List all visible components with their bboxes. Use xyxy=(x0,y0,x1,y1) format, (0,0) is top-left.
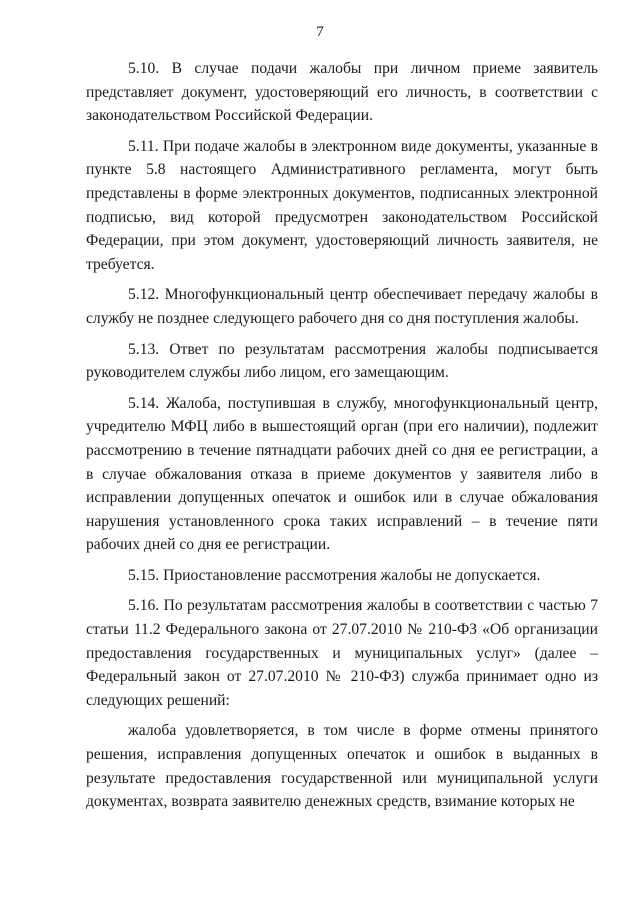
paragraph-5-10: 5.10. В случае подачи жалобы при личном приеме заявитель представляет документ, удостоверяющий его личность, в соответствии с законодательством Российской Федерации. xyxy=(86,60,598,125)
paragraph-decision-item: жалоба удовлетворяется, в том числе в форме отмены принятого решения, исправления допущенных опечаток и ошибок в выданных в результате предоставления государственной или муниципальной услуги документах, возврата заявителю денежных средств, взимание которых не xyxy=(86,722,598,811)
paragraph-5-11: 5.11. При подаче жалобы в электронном виде документы, указанные в пункте 5.8 настоящего Административного регламента, могут быть представлены в форме электронных документов, подписанных электронной подписью, вид которой предусмотрен законодательством Российской Федерации, при этом документ, удостоверяющий личность заявителя, не требуется. xyxy=(86,137,598,273)
page-number: 7 xyxy=(316,24,324,40)
paragraph-5-14: 5.14. Жалоба, поступившая в службу, многофункциональный центр, учредителю МФЦ либо в вышестоящий орган (при его наличии), подлежит рассмотрению в течение пятнадцати рабочих дней со дня ее регистрации, а в случае обжалования отказа в приеме документов у заявителя либо в исправлении допущенных опечаток и ошибок или в случае обжалования нарушения установленного срока таких исправлений – в течение пяти рабочих дней со дня ее регистрации. xyxy=(86,394,598,554)
paragraph-5-16: 5.16. По результатам рассмотрения жалобы в соответствии с частью 7 статьи 11.2 Федерального закона от 27.07.2010 № 210-ФЗ «Об организации предоставления государственных и муниципальных услуг» (далее – Федеральный закон от 27.07.2010 № 210-ФЗ) служба принимает одно из следующих решений: xyxy=(86,597,598,709)
paragraph-5-12: 5.12. Многофункциональный центр обеспечивает передачу жалобы в службу не позднее следующего рабочего дня со дня поступления жалобы. xyxy=(86,286,598,327)
document-body xyxy=(86,57,598,814)
paragraph-5-13: 5.13. Ответ по результатам рассмотрения жалобы подписывается руководителем службы либо лицом, его замещающим. xyxy=(86,340,598,382)
paragraph-5-15: 5.15. Приостановление рассмотрения жалобы не допускается. xyxy=(128,566,541,584)
